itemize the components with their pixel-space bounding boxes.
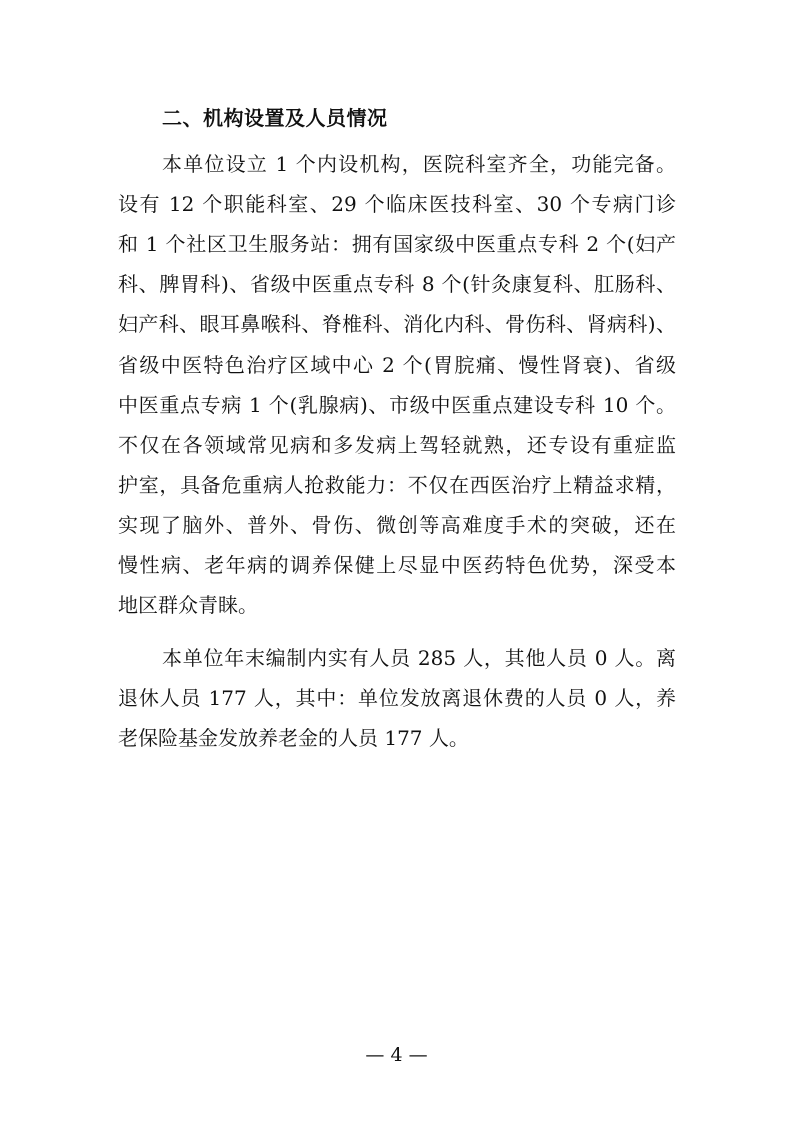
paragraph-line: 设有 12 个职能科室、29 个临床医技科室、30 个专病门诊	[118, 192, 676, 216]
paragraph-line: 本单位年末编制内实有人员 285 人，其他人员 0 人。离	[162, 646, 676, 670]
paragraph-line: 不仅在各领域常见病和多发病上驾轻就熟，还专设有重症监	[118, 433, 676, 457]
paragraph-line: 实现了脑外、普外、骨伤、微创等高难度手术的突破，还在	[118, 513, 676, 537]
paragraph-line: 老保险基金发放养老金的人员 177 人。	[118, 726, 469, 750]
paragraph-line: 退休人员 177 人，其中：单位发放离退休费的人员 0 人，养	[118, 686, 676, 710]
paragraph-line: 科、脾胃科)、省级中医重点专科 8 个(针灸康复科、肛肠科、	[118, 272, 676, 296]
paragraph-line: 慢性病、老年病的调养保健上尽显中医药特色优势，深受本	[118, 553, 676, 577]
paragraph-line: 妇产科、眼耳鼻喉科、脊椎科、消化内科、骨伤科、肾病科)、	[118, 312, 676, 336]
paragraph-line: 中医重点专病 1 个(乳腺病)、市级中医重点建设专科 10 个。	[118, 393, 676, 417]
paragraph-line: 地区群众青睐。	[118, 593, 258, 617]
paragraph-line: 和 1 个社区卫生服务站：拥有国家级中医重点专科 2 个(妇产	[118, 232, 676, 256]
page-number: — 4 —	[365, 1044, 428, 1066]
paragraph-line: 本单位设立 1 个内设机构，医院科室齐全，功能完备。	[162, 152, 676, 176]
paragraph-line: 护室，具备危重病人抢救能力：不仅在西医治疗上精益求精，	[118, 473, 676, 497]
paragraph-line: 省级中医特色治疗区域中心 2 个(胃脘痛、慢性肾衰)、省级	[118, 353, 676, 377]
section-heading: 二、机构设置及人员情况	[162, 106, 388, 130]
